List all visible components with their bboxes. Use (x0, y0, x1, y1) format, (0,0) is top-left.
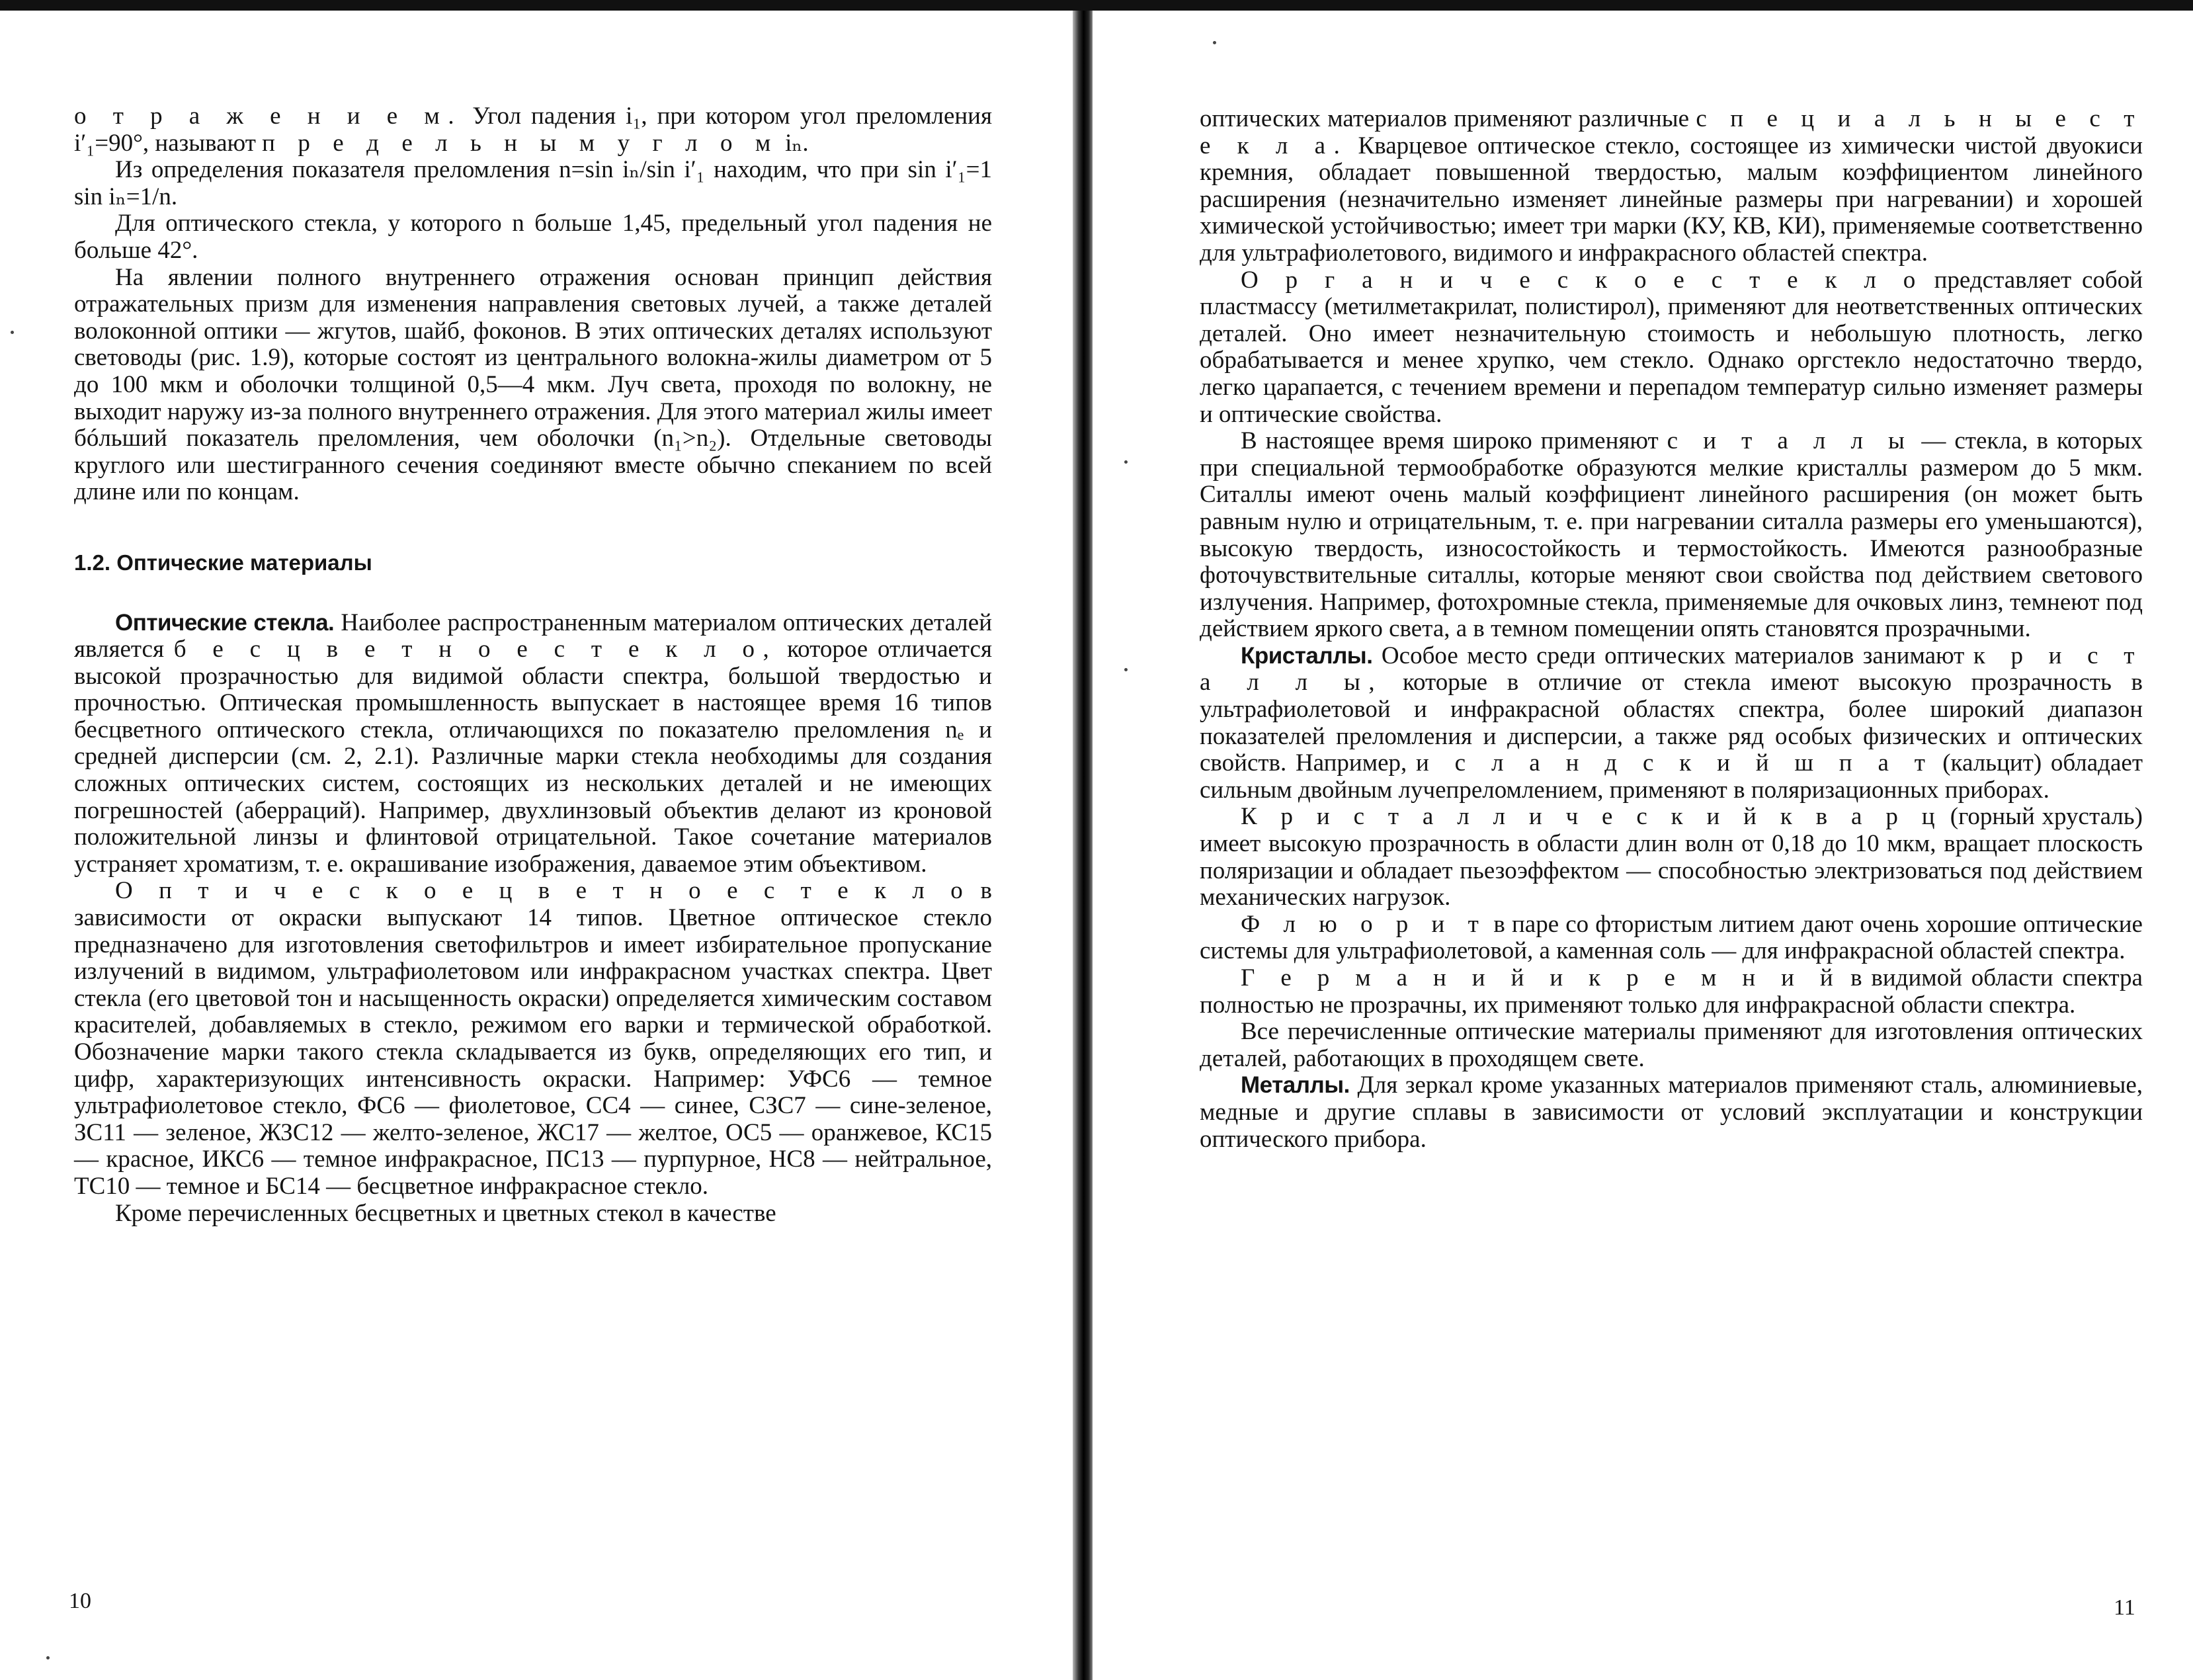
right-text-column (1200, 106, 2143, 1153)
scan-speck (46, 1656, 50, 1659)
paragraph: В настоящее время широко применяют с и т а л л ы — стекла, в которых при специальной термообработке образуются мелкие кристаллы размером до 5 мкм. Ситаллы имеют очень малый коэффициент линейного расширения (он может быть равным нулю и отрицательным, т. е. при нагревании ситалла размеры его уменьшаются), высокую твердость, износостойкость и термостойкость. Имеются разнообразные фоточувствительные ситаллы, которые меняют свои свойства под действием светового излучения. Например, фотохромные стекла, применяемые для очковых линз, темнеют под действием яркого света, а в темном помещении опять становятся прозрачными. (1200, 427, 2143, 643)
paragraph: Для оптического стекла, у которого n больше 1,45, предельный угол падения не больше 42°. (74, 210, 992, 264)
page-number: 10 (69, 1589, 91, 1613)
left-page (0, 0, 1073, 1680)
scan-speck (1124, 668, 1128, 671)
paragraph: Все перечисленные оптические материалы применяют для изготовления оптических деталей, работающих в проходящем свете. (1200, 1018, 2143, 1072)
paragraph: К р и с т а л л и ч е с к и й к в а р ц (горный хрусталь) имеет высокую прозрачность в области длин волн от 0,18 до 10 мкм, вращает плоскость поляризации и обладает пьезоэффектом — способностью электризоваться под действием механических нагрузок. (1200, 803, 2143, 911)
run-in-title: Оптические стекла. (115, 609, 335, 636)
paragraph: Металлы. Для зеркал кроме указанных материалов применяют сталь, алюминиевые, медные и другие сплавы в зависимости от условий эксплуатации и конструкции оптического прибора. (1200, 1071, 2143, 1153)
paragraph: Оптические стекла. Наиболее распространенным материалом оптических деталей является б е с ц в е т н о е с т е к л о, которое отличается высокой прозрачностью для видимой области спектра, большой твердостью и прочностью. Оптическая промышленность выпускает в настоящее время 16 типов бесцветного оптического стекла, отличающихся по показателю преломления nₑ и средней дисперсии (см. 2, 2.1). Различные марки стекла необходимы для создания сложных оптических систем, состоящих из нескольких деталей и не имеющих погрешностей (аберраций). Например, двухлинзовый объектив делают из кроновой положительной линзы и флинтовой отрицательной. Такое сочетание материалов устраняет хроматизм, т. е. окрашивание изображения, даваемое этим объективом. (74, 609, 992, 878)
section-heading: 1.2. Оптические материалы (74, 550, 372, 575)
paragraph: О п т и ч е с к о е ц в е т н о е с т е к л о в зависимости от окраски выпускают 14 типов. Цветное оптическое стекло предназначено для изготовления светофильтров и имеет избирательное пропускание излучений в видимом, ультрафиолетовом или инфракрасном участках спектра. Цвет стекла (его цветовой тон и насыщенность окраски) определяется химическим составом красителей, добавляемых в стекло, режимом его варки и термической обработкой. Обозначение марки такого стекла складывается из букв, определяющих его тип, и цифр, характеризующих интенсивность окраски. Например: УФС6 — темное ультрафиолетовое стекло, ФС6 — фиолетовое, СС4 — синее, СЗС7 — сине-зеленое, ЗС11 — зеленое, ЖЗС12 — желто-зеленое, ЖС17 — желтое, ОС5 — оранжевое, КС15 — красное, ИКС6 — темное инфракрасное, ПС13 — пурпурное, НС8 — нейтральное, ТС10 — темное и БС14 — бесцветное инфракрасное стекло. (74, 877, 992, 1200)
scan-speck (11, 331, 14, 334)
paragraph: Из определения показателя преломления n=sin iₙ/sin i′₁ находим, что при sin i′₁=1 sin iₙ=1/n. (74, 156, 992, 210)
paragraph: Г е р м а н и й и к р е м н и й в видимой области спектра полностью не прозрачны, их применяют только для инфракрасной области спектра. (1200, 964, 2143, 1019)
run-in-title: Кристаллы. (1241, 642, 1373, 669)
paragraph: Кристаллы. Особое место среди оптических материалов занимают к р и с т а л л ы, которые в отличие от стекла имеют высокую прозрачность в ультрафиолетовой и инфракрасной областях спектра, более широкий диапазон показателей преломления и дисперсии, а также ряд особых физических и оптических свойств. Например, и с л а н д с к и й ш п а т (кальцит) обладает сильным двойным лучепреломлением, применяют в поляризационных приборах. (1200, 642, 2143, 804)
paragraph: Кроме перечисленных бесцветных и цветных стекол в качестве (115, 1199, 776, 1227)
book-spine (1073, 11, 1093, 1680)
paragraph: На явлении полного внутреннего отражения основан принцип действия отражательных призм для изменения направления световых лучей, а также деталей волоконной оптики — жгутов, шайб, фоконов. В этих оптических деталях используют световоды (рис. 1.9), которые состоят из центрального волокна-жилы диаметром от 5 до 100 мкм и оболочки толщиной 0,5—4 мкм. Луч света, проходя по волокну, не выходит наружу из-за полного внутреннего отражения. Для этого материал жилы имеет бóльший показатель преломления, чем оболочки (n₁>n₂). Отдельные световоды круглого или шестигранного сечения соединяют вместе обычно спеканием по всей длине или по концам. (74, 263, 992, 506)
right-page (1093, 0, 2193, 1680)
paragraph: о т р а ж е н и е м. Угол падения i₁, при котором угол преломления i′₁=90°, называют п р е д е л ь н ы м у г л о м iₙ. (74, 103, 992, 157)
paragraph: О р г а н и ч е с к о е с т е к л о представляет собой пластмассу (метилметакрилат, полистирол), применяют для неответственных оптических деталей. Оно имеет незначительную стоимость и небольшую плотность, легко обрабатывается и менее хрупко, чем стекло. Однако оргстекло недостаточно твердо, легко царапается, с течением времени и перепадом температур сильно изменяет размеры и оптические свойства. (1200, 266, 2143, 428)
scan-speck (1213, 41, 1216, 44)
scan-speck (1124, 460, 1128, 464)
page-number: 11 (2114, 1595, 2135, 1620)
paragraph: оптических материалов применяют различные с п е ц и а л ь н ы е с т е к л а. Кварцевое оптическое стекло, состоящее из химически чистой двуокиси кремния, обладает повышенной твердостью, малым коэффициентом линейного расширения (незначительно изменяет линейные размеры при нагревании) и хорошей химической устойчивостью; имеет три марки (КУ, КВ, КИ), применяемые соответственно для ультрафиолетового, видимого и инфракрасного областей спектра. (1200, 105, 2143, 267)
paragraph: Ф л ю о р и т в паре со фтористым литием дают очень хорошие оптические системы для ультрафиолетовой, а каменная соль — для инфракрасной областей спектра. (1200, 910, 2143, 965)
run-in-title: Металлы. (1241, 1072, 1350, 1099)
left-text-column (74, 103, 992, 1227)
